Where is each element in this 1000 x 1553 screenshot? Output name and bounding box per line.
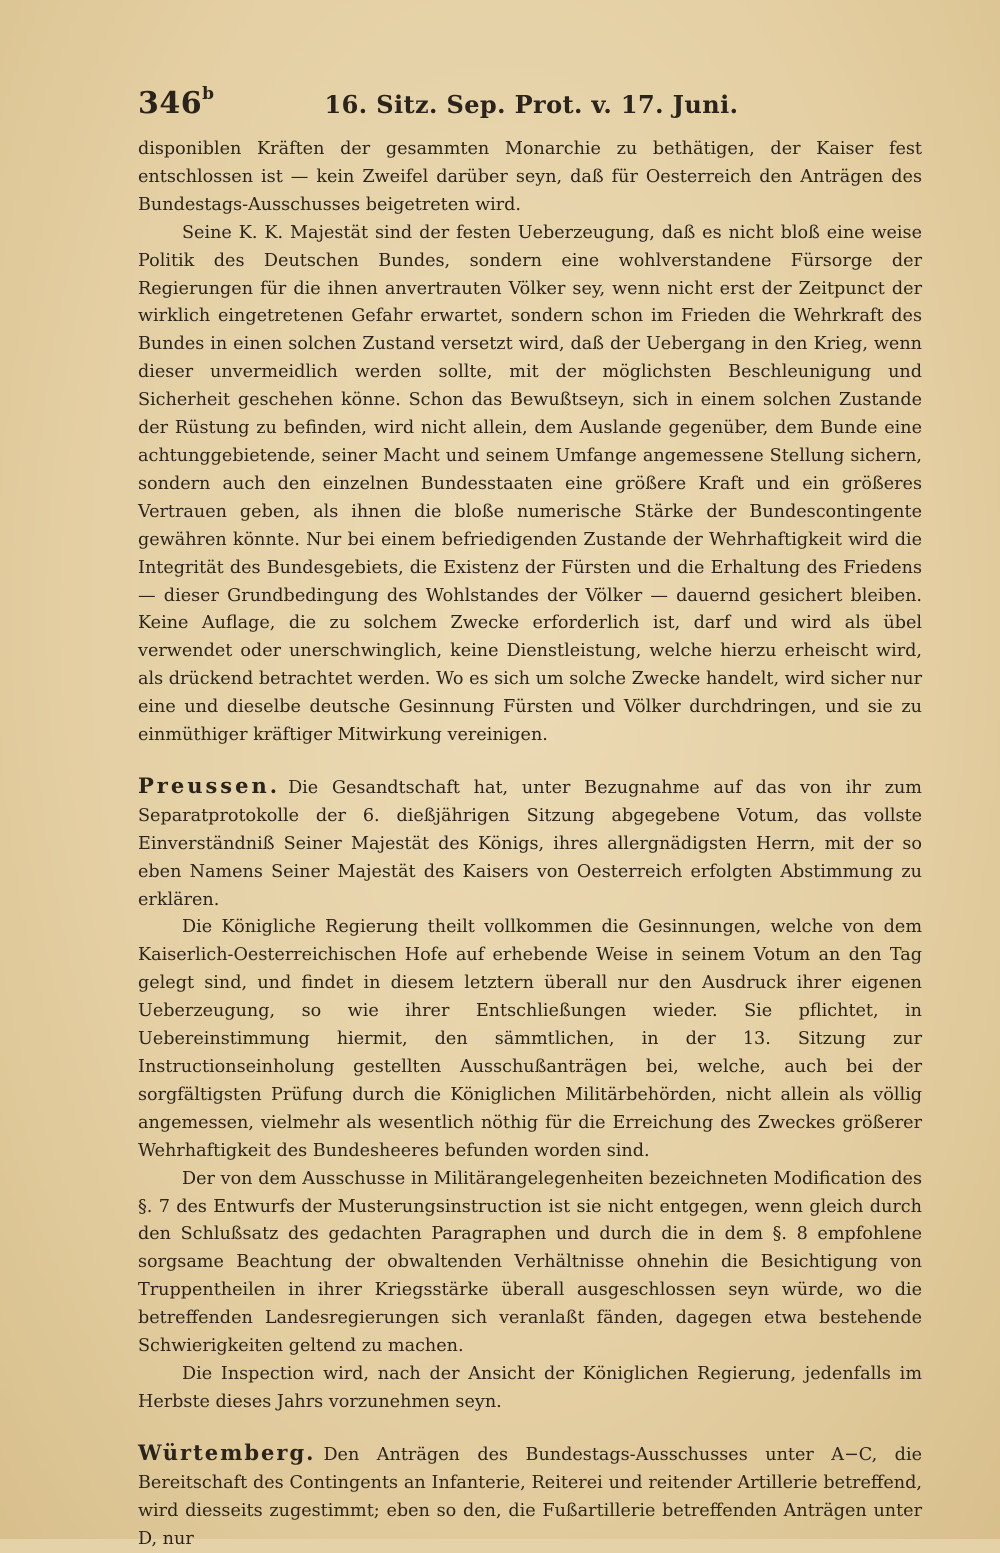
paragraph-continuation: disponiblen Kräften der gesammten Monarchie zu bethätigen, der Kaiser fest entschlossen ist — kein Zweifel darüber seyn, daß für Oesterreich den Anträgen des Bundestags-Ausschusses beigetreten wird. [138, 139, 922, 215]
running-title: 16. Sitz. Sep. Prot. v. 17. Juni. [324, 90, 739, 119]
paragraph-preussen-2: Die Königliche Regierung theilt vollkommen die Gesinnungen, welche von dem Kaiserlich-Oesterreichischen Hofe auf erhebende Weise in seinem Votum an den Tag gelegt sind, und findet in diesem letztern überall nur den Ausdruck ihrer eigenen Ueberzeugung, so wie ihrer Entschließungen wieder. Sie pflichtet, in Uebereinstimmung hiermit, den sämmtlichen, in der 13. Sitzung zur Instructionseinholung gestellten Ausschußanträgen bei, welche, auch bei der sorgfältigsten Prüfung durch die Königlichen Militärbehörden, nicht allein als völlig angemessen, vielmehr als wesentlich nöthig für die Erreichung des Zweckes größerer Wehrhaftigkeit des Bundesheeres befunden worden sind. [138, 917, 922, 1161]
paragraph-preussen-1: Die Gesandtschaft hat, unter Bezugnahme auf das von ihr zum Separatprotokolle der 6. dießjährigen Sitzung abgegebene Votum, das vollste Einverständniß Seiner Majestät des Königs, ihres allergnädigsten Herrn, mit der so eben Namens Seiner Majestät des Kaisers von Oesterreich erfolgten Abstimmung zu erklären. [138, 777, 922, 910]
section-preussen [138, 772, 922, 915]
section-wuertemberg [138, 1439, 922, 1553]
section-heading-wuertemberg: Würtemberg. [138, 1439, 316, 1465]
paragraph-preussen-4: Die Inspection wird, nach der Ansicht der Königlichen Regierung, jedenfalls im Herbste dieses Jahrs vorzunehmen seyn. [138, 1363, 922, 1412]
page-number: 346$^b$ [138, 84, 215, 121]
paragraph-preussen-3: Der von dem Ausschusse in Militärangelegenheiten bezeichneten Modification des §. 7 des Entwurfs der Musterungsinstruction ist sie nicht entgegen, wenn gleich durch den Schlußsatz des gedachten Paragraphen und durch die in dem §. 8 empfohlene sorgsame Beachtung der obwaltenden Verhältnisse ohnehin die Besichtigung von Truppentheilen in ihrer Kriegsstärke überall ausgeschlossen seyn würde, wo die betreffenden Landesregierungen sich veranlaßt fänden, dagegen etwa bestehende Schwierigkeiten geltend zu machen. [138, 1168, 922, 1357]
paragraph-majesty: Seine K. K. Majestät sind der festen Ueberzeugung, daß es nicht bloß eine weise Politik des Deutschen Bundes, sondern eine wohlverstandene Fürsorge der Regierungen für die ihnen anvertrauten Völker sey, wenn nicht erst der Zeitpunct der wirklich eingetretenen Gefahr erwartet, sondern schon im Frieden die Wehrkraft des Bundes in einen solchen Zustand versetzt wird, daß der Uebergang in den Krieg, wenn dieser unvermeidlich werden sollte, mit der möglichsten Beschleunigung und Sicherheit geschehen könne. Schon das Bewußtseyn, sich in einem solchen Zustande der Rüstung zu befinden, wird nicht allein, dem Auslande gegenüber, dem Bunde eine achtunggebietende, seiner Macht und seinem Umfange angemessene Stellung sichern, sondern auch den einzelnen Bundesstaaten eine größere Kraft und ein größeres Vertrauen geben, als ihnen die bloße numerische Stärke der Bundescontingente gewähren könnte. Nur bei einem befriedigenden Zustande der Wehrhaftigkeit wird die Integrität des Bundesgebiets, die Existenz der Fürsten und die Erhaltung des Friedens — dieser Grundbedingung des Wohlstandes der Völker — dauernd gesichert bleiben. Keine Auflage, die zu solchem Zwecke erforderlich ist, darf und wird als übel verwendet oder unerschwinglich, keine Dienstleistung, welche hierzu erheischt wird, als drückend betrachtet werden. Wo es sich um solche Zwecke handelt, wird sicher nur eine und dieselbe deutsche Gesinnung Fürsten und Völker durchdringen, und sie zu einmüthiger kräftiger Mitwirkung vereinigen. [138, 222, 922, 746]
section-heading-preussen: Preussen. [138, 772, 281, 798]
page-header [138, 86, 922, 134]
page-number-suffix: b [202, 84, 215, 104]
body-text [138, 136, 922, 1553]
paragraph-wuertemberg-1: Den Anträgen des Bundestags-Ausschusses unter A−C, die Bereitschaft des Contingents an Infanterie, Reiterei und reitender Artillerie betreffend, wird diesseits zugestimmt; eben so den, die Fußartillerie betreffenden Anträgen unter D, nur [138, 1444, 922, 1549]
